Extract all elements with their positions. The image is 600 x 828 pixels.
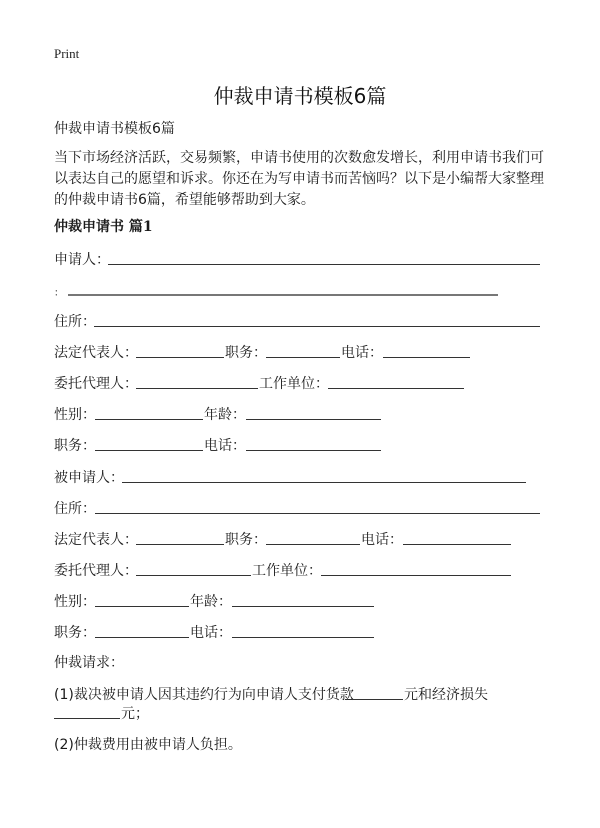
respondent-legal-rep-field[interactable]	[136, 544, 224, 545]
applicant-address-field[interactable]	[94, 326, 540, 327]
applicant-extra-field[interactable]	[68, 294, 498, 296]
respondent-position2-label: 职务：	[54, 625, 96, 641]
applicant-phone2-label: 电话：	[204, 438, 246, 454]
respondent-phone-field[interactable]	[403, 544, 511, 545]
respondent-legal-rep-label: 法定代表人：	[54, 532, 138, 548]
applicant-position-field[interactable]	[266, 357, 340, 358]
print-link[interactable]: Print	[54, 46, 80, 61]
respondent-phone2-field[interactable]	[232, 637, 374, 638]
section-heading: 仲裁申请书 篇1	[54, 219, 153, 235]
page-title: 仲裁申请书模板6篇	[213, 84, 387, 108]
applicant-age-field[interactable]	[246, 419, 381, 420]
respondent-phone-label: 电话：	[361, 532, 403, 548]
applicant-position2-field[interactable]	[95, 450, 203, 451]
applicant-employer-label: 工作单位：	[259, 376, 329, 392]
applicant-name-label: 申请人：	[54, 252, 110, 268]
applicant-legal-rep-label: 法定代表人：	[54, 345, 138, 361]
applicant-agent-field[interactable]	[136, 388, 258, 389]
claim-item-1-text2: 元和经济损失	[404, 687, 488, 703]
respondent-phone2-label: 电话：	[190, 625, 232, 641]
respondent-gender-field[interactable]	[95, 606, 189, 607]
respondent-employer-label: 工作单位：	[252, 563, 322, 579]
respondent-name-label: 被申请人：	[54, 470, 124, 486]
respondent-agent-label: 委托代理人：	[54, 563, 138, 579]
applicant-position2-label: 职务：	[54, 438, 96, 454]
applicant-phone-label: 电话：	[341, 345, 383, 361]
respondent-position2-field[interactable]	[95, 637, 189, 638]
respondent-gender-label: 性别：	[54, 594, 96, 610]
applicant-agent-label: 委托代理人：	[54, 376, 138, 392]
claim-payment-amount-field[interactable]	[345, 699, 403, 700]
claims-label: 仲裁请求：	[54, 655, 124, 671]
respondent-address-label: 住所：	[54, 501, 96, 517]
applicant-name-field[interactable]	[108, 264, 540, 265]
respondent-name-field[interactable]	[122, 482, 526, 483]
respondent-agent-field[interactable]	[136, 575, 251, 576]
respondent-age-field[interactable]	[232, 606, 374, 607]
applicant-phone-field[interactable]	[383, 357, 470, 358]
applicant-address-label: 住所：	[54, 314, 96, 330]
applicant-position-label: 职务：	[225, 345, 267, 361]
respondent-employer-field[interactable]	[321, 575, 511, 576]
respondent-address-field[interactable]	[95, 513, 540, 514]
respondent-age-label: 年龄：	[190, 594, 232, 610]
applicant-phone2-field[interactable]	[246, 450, 381, 451]
respondent-position-field[interactable]	[266, 544, 360, 545]
claim-loss-amount-field[interactable]	[54, 718, 120, 719]
respondent-position-label: 职务：	[225, 532, 267, 548]
applicant-age-label: 年龄：	[204, 407, 246, 423]
applicant-extra-label: ：	[54, 288, 64, 299]
claim-item-1-text: (1)裁决被申请人因其违约行为向申请人支付货款	[54, 687, 354, 703]
applicant-gender-label: 性别：	[54, 407, 96, 423]
claim-item-2: (2)仲裁费用由被申请人负担。	[54, 737, 242, 753]
claim-item-1-text3: 元；	[121, 706, 149, 722]
applicant-gender-field[interactable]	[95, 419, 203, 420]
intro-paragraph: 当下市场经济活跃，交易频繁，申请书使用的次数愈发增长，利用申请书我们可以表达自己的愿望和诉求。你还在为写申请书而苦恼吗？以下是小编帮大家整理的仲裁申请书6篇，希望能够帮助到大家。	[54, 150, 544, 208]
document-subtitle: 仲裁申请书模板6篇	[54, 121, 175, 137]
applicant-legal-rep-field[interactable]	[136, 357, 224, 358]
applicant-employer-field[interactable]	[328, 388, 464, 389]
